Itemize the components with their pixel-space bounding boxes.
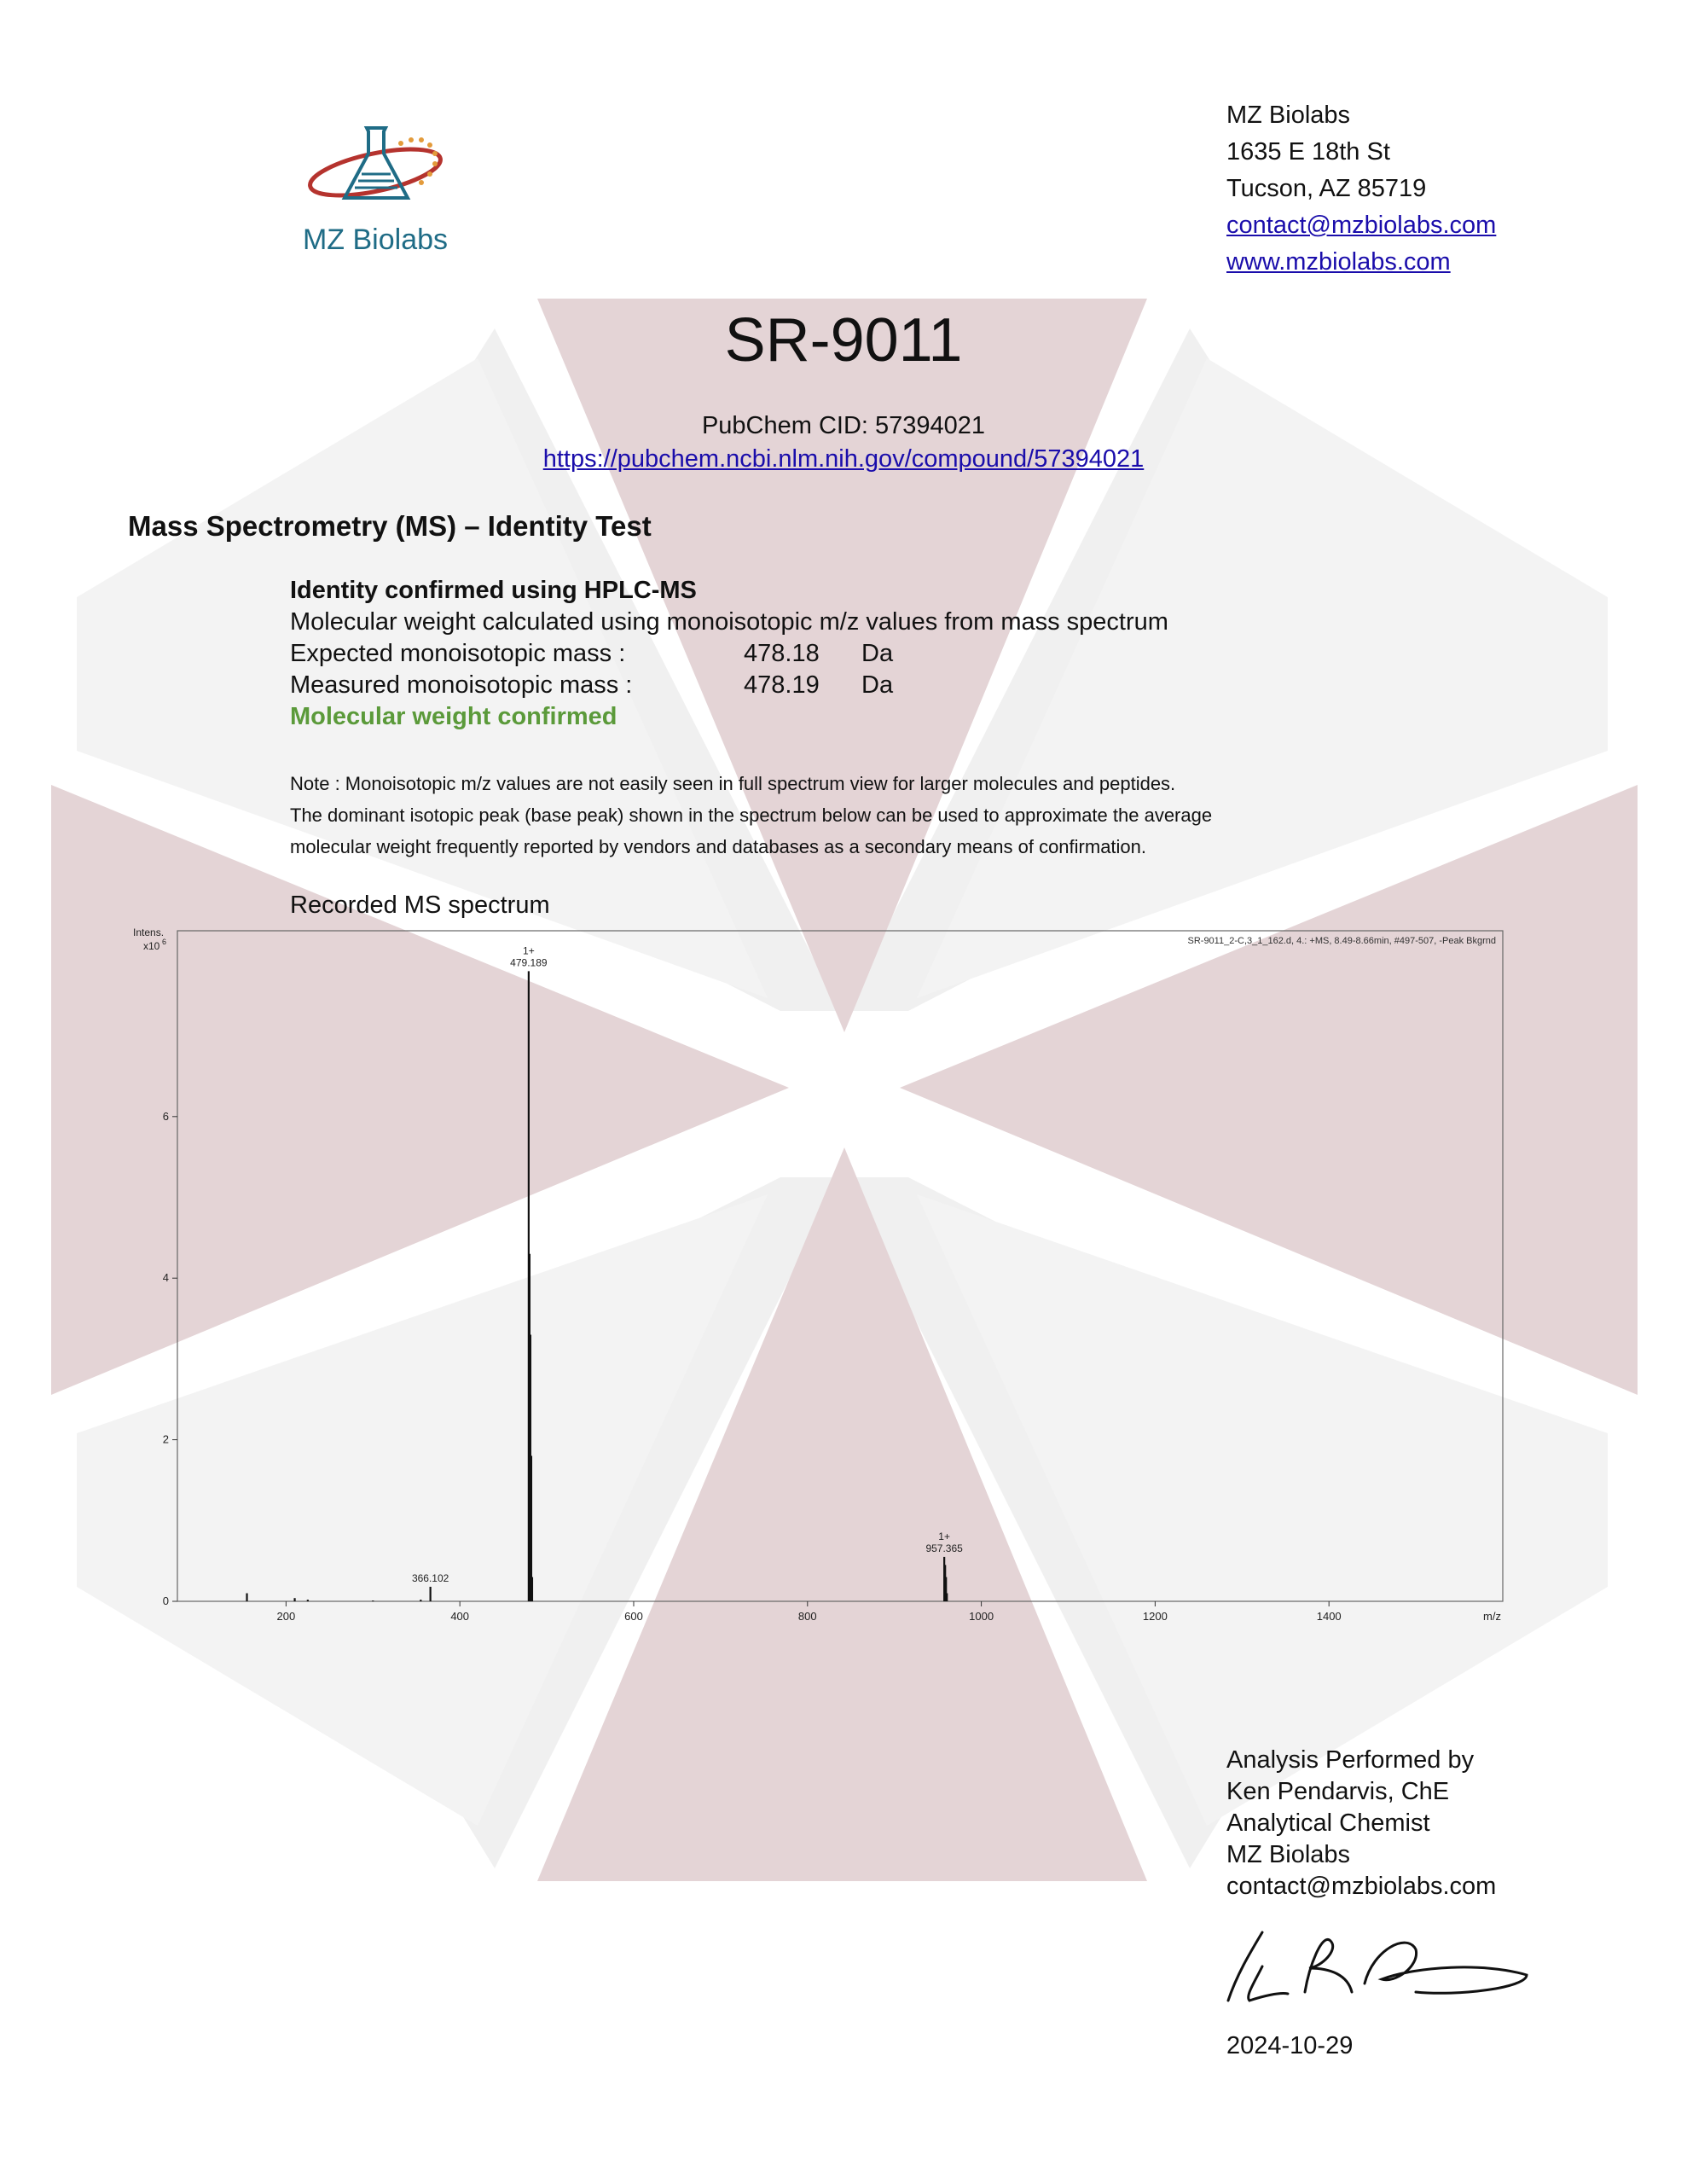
x-tick-label: 400 — [450, 1610, 470, 1623]
section-heading: Mass Spectrometry (MS) – Identity Test — [128, 510, 652, 542]
plot-frame — [177, 931, 1503, 1601]
compound-title: SR-9011 — [724, 306, 963, 375]
y-tick-label: 2 — [162, 1432, 169, 1446]
measured-mass-unit: Da — [861, 671, 894, 699]
identity-block — [290, 575, 1168, 733]
measured-mass-row — [290, 670, 1168, 701]
measured-mass-value: 478.19 — [744, 671, 820, 699]
expected-mass-label: Expected monoisotopic mass : — [290, 640, 626, 667]
y-axis-scale-exponent: 6 — [162, 938, 167, 946]
note-block — [290, 768, 1399, 863]
x-tick-label: 600 — [624, 1610, 643, 1623]
chart-frame — [177, 931, 1503, 1601]
analysis-performed-by: Analysis Performed by — [1226, 1746, 1475, 1774]
analyst-title: Analytical Chemist — [1226, 1809, 1430, 1837]
x-tick-label: 800 — [797, 1610, 817, 1623]
x-tick-label: 200 — [276, 1610, 296, 1623]
y-tick-label: 6 — [162, 1109, 169, 1123]
analyst-company: MZ Biolabs — [1226, 1841, 1351, 1868]
expected-mass-unit: Da — [861, 640, 894, 667]
y-tick-label: 0 — [162, 1594, 169, 1607]
signature — [1203, 1915, 1561, 2009]
note-line: Note : Monoisotopic m/z values are not easily seen in full spectrum view for larger molecules and peptides. — [290, 773, 1176, 794]
pubchem-cid: PubChem CID: 57394021 — [701, 412, 986, 439]
pubchem-link[interactable]: https://pubchem.ncbi.nlm.nih.gov/compound/57394021 — [542, 445, 1145, 473]
analyst-email: contact@mzbiolabs.com — [1226, 1873, 1497, 1900]
spectrum-header-annotation: SR-9011_2-C,3_1_162.d, 4.: +MS, 8.49-8.66min, #497-507, -Peak Bkgrnd — [1187, 936, 1496, 946]
expected-mass-value: 478.18 — [744, 640, 820, 667]
peak-charge-label: 1+ — [938, 1530, 950, 1542]
report-date: 2024-10-29 — [1226, 2032, 1354, 2059]
peak-charge-label: 1+ — [523, 944, 535, 957]
analysis-block — [1226, 1745, 1496, 1902]
peak-mz-label: 366.102 — [411, 1571, 449, 1584]
method-line: Molecular weight calculated using monoisotopic m/z values from mass spectrum — [290, 608, 1168, 636]
y-tick-label: 4 — [162, 1271, 169, 1285]
logo-text: MZ Biolabs — [302, 224, 449, 256]
x-tick-label: 1400 — [1316, 1610, 1342, 1623]
chart-annotations — [412, 944, 963, 1584]
company-street: 1635 E 18th St — [1226, 138, 1390, 166]
chart-peaks — [247, 971, 948, 1601]
spectrum-heading: Recorded MS spectrum — [290, 892, 550, 919]
chart-labels — [133, 926, 1501, 1623]
identity-heading: Identity confirmed using HPLC-MS — [290, 577, 697, 604]
company-city: Tucson, AZ 85719 — [1226, 175, 1427, 202]
ms-spectrum-chart — [128, 926, 1510, 1625]
peak-mz-label: 957.365 — [925, 1542, 963, 1554]
chart-ticks — [163, 1110, 1342, 1623]
note-line: molecular weight frequently reported by vendors and databases as a secondary means of confirmation. — [290, 836, 1147, 857]
company-name: MZ Biolabs — [1226, 102, 1351, 129]
x-axis-label: m/z — [1483, 1610, 1501, 1623]
pubchem-link-row — [0, 445, 1687, 473]
company-website-link[interactable]: www.mzbiolabs.com — [1226, 248, 1451, 276]
y-axis-scale-label: x10 — [143, 940, 160, 952]
x-tick-label: 1200 — [1142, 1610, 1168, 1623]
company-email-link[interactable]: contact@mzbiolabs.com — [1226, 212, 1497, 239]
peak-mz-label: 479.189 — [510, 956, 548, 969]
confirmed-status: Molecular weight confirmed — [290, 703, 617, 730]
expected-mass-row — [290, 638, 1168, 670]
measured-mass-label: Measured monoisotopic mass : — [290, 671, 633, 699]
analyst-name: Ken Pendarvis, ChE — [1226, 1778, 1450, 1805]
y-axis-label: Intens. — [133, 926, 165, 938]
note-line: The dominant isotopic peak (base peak) shown in the spectrum below can be used to approximate the average — [290, 804, 1213, 826]
x-tick-label: 1000 — [969, 1610, 994, 1623]
company-address — [1226, 97, 1496, 281]
